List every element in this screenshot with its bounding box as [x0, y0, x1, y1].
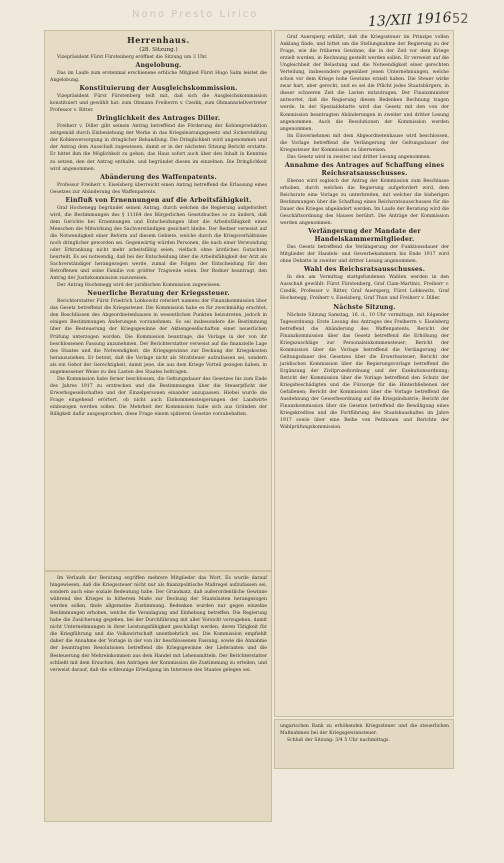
section-heading: Verlängerung der Mandate der Handelskammermitglieder.: [308, 228, 421, 244]
section-heading: Konstituierung der Ausgleichskommission.: [79, 85, 238, 93]
section-paragraph: Graf Hochenegg begründet seinen Antrag, durch welchen die Regierung aufgefordert wird, die Bestimmungen des § 11164 des Bürgerlichen Gesetzbuches so zu ändern, daß dem Gerichte bei Ernennungen und Entscheidungen über die Arbeitsfähigkeit eines Menschen die Mitwirkung des Sachverständigen gesichert bleibe. Der Redner verweist auf die Notwendigkeit einer Reform auf diesem Gebiete, welche durch die Kriegsverhältnisse noch dringlicher geworden sei. Gegenwärtig würden Personen, die nach einer Verwundung oder Erkrankung nicht mehr arbeitsfähig seien, vielfach ohne ärztliches Gutachten beurteilt. Es sei notwendig, daß bei der Entscheidung über die Arbeitsfähigkeit der Arzt als Sachverständiger herangezogen werde, zumal die Folgen der Entscheidung für den Betroffenen und seine Familie von größter Tragweite seien. Der Redner beantragt, den Antrag der Justizkommission zuzuweisen.: [50, 205, 267, 282]
section-paragraph: Professor Freiherr v. Eiselsberg überreicht einen Antrag betreffend die Erlassung eines Gesetzes zur Abänderung des Waffenpatents.: [50, 182, 267, 195]
section-heading: Wahl des Reichsratsausschusses.: [303, 266, 426, 274]
section-paragraph: Das Gesetz wird in zweiter und dritter Lesung angenommen.: [287, 154, 432, 160]
handwritten-date: 13/XII 1916: [367, 9, 453, 31]
faded-stamp: Nono Presto Lirico: [132, 9, 259, 20]
section-heading: Dringlichkeit des Antrages Diller.: [96, 115, 221, 123]
section-heading: Neuerliche Beratung der Kriegssteuer.: [87, 290, 230, 298]
sitting-number: (28. Sitzung.): [139, 47, 178, 53]
section-paragraph: Graf Auersperg erklärt, daß die Kriegssteuer im Prinzipe vollen Anklang finde, und bittet um die Stellungnahme der Regierung zu der Frage, wie die früheren Gewinne, die in der Zeit vor dem Kriege erzielt wurden, in Rechnung gestellt werden sollen. Er verweist auf die Ungleichheit der Belastung und die Notwendigkeit einer gerechten Verteilung, insbesondere gegenüber jenen Unternehmungen, welche schon vor dem Kriege hohe Gewinne erzielt haben. Die Steuer wirke zwar hart, aber gerecht, und es sei die Pflicht jedes Staatsbürgers, in dieser schweren Zeit die Lasten mitzutragen. Der Finanzminister antwortet, daß die Regierung diesen Bedenken Rechnung tragen werde. In der Spezialdebatte wird das Gesetz mit den von der Kommission beantragten Abänderungen in zweiter und dritter Lesung angenommen. Auch die Resolutionen der Kommission werden angenommen.: [280, 35, 449, 132]
section-paragraph: Das im Laufe zum erstenmal erschienene erbliche Mitglied Fürst Hugo Salm leistet die Angelobung.: [50, 71, 267, 84]
clipping-right: [274, 30, 454, 717]
section-paragraph: Vizepräsident Fürst Fürstenberg teilt mit, daß sich die Ausgleichskommission konstituiert und gewählt hat: zum Obmann Freiherrn v. Czedik, zum Obmannstellvertreter Professor v. Ritter.: [50, 94, 267, 114]
section-paragraph: Nächste Sitzung Samstag, 16. d., 10 Uhr vormittags, mit folgender Tagesordnung: Erste Lesung des Antrages des Freiherrn v. Eiselsberg betreffend die Abänderung des Waffenpatents. Bericht der Finanzkommission über das Gesetz betreffend die Erhöhung der Kriegszuschläge zur Personaleinkommensteuer; Bericht der Kommission über die Vorlage betreffend die Verlängerung der Geltungsdauer des Gesetzes über die Erwerbssteuer; Bericht der juridischen Kommission über die Regierungsvorlage betreffend die Ergänzung der Zivilprozeßordnung und der Exekutionsordnung; Bericht der Kommission über die Vorlage betreffend den Schutz der Kriegsbeschädigten und die Fürsorge für die Hinterbliebenen der Gefallenen; Bericht der Kommission über die Vorlage betreffend die Ausdehnung der Gewerbeordnung auf die Kriegsindustrie; Bericht der Finanzkommission über die Gesetze betreffend die Bewilligung eines Kriegskredites und die Fortführung des Staatshaushaltes im Jahre 1917 sowie über eine Reihe von Petitionen und Berichte der Wahlprüfungskommission.: [280, 312, 449, 431]
section-paragraph: Der Antrag Hochenegg wird der juridischen Kommission zugewiesen.: [57, 283, 222, 289]
section-paragraph: Das Gesetz betreffend die Verlängerung der Funktionsdauer der Mitglieder der Handels- und Gewerbekammern bis Ende 1917 wird ohne Debatte in zweiter und dritter Lesung angenommen.: [280, 245, 449, 265]
section-paragraph: Freiherr v. Diller gibt seinem Antrag betreffend die Förderung der Kohlenproduktion zeitgemäß durch Einbeziehung der Werke in das Kriegsleistungsgesetz und Sicherstellung der Kohlenversorgung in dringlicher Behandlung. Die Dringlichkeit wird angenommen und der Antrag dem Ausschuß zugewiesen, damit er in der nächsten Sitzung Bericht erstatte. Er bittet ihm die Möglichkeit zu geben, das Haus sofort auch über den Inhalt in Kenntnis zu setzen, den der Antrag enthalte, und begründet diesen im einzelnen. Die Dringlichkeit wird angenommen.: [50, 124, 267, 172]
section-heading: Angelobung.: [135, 62, 182, 70]
clipping-right-tail: [274, 719, 454, 769]
opening-paragraph: Vizepräsident Fürst Fürstenberg eröffnet die Sitzung um 3 Uhr.: [57, 55, 208, 60]
article-title: Herrenhaus.: [127, 35, 190, 45]
section-paragraph: Im Einvernehmen mit dem Abgeordnetenhause wird beschlossen, die Vorlage betreffend die Verlängerung der Geltungsdauer der Kriegssteuer der Kommission zu überweisen.: [280, 133, 449, 153]
clipping-left-bottom: [44, 571, 272, 822]
section-paragraph: Die Kommission habe ferner beschlossen, die Geltungsdauer des Gesetzes bis zum Ende des Jahres 1917 zu erstrecken und die Bestimmungen über die Steuerpflicht der Erwerbsgesellschaften und der Einzelpersonen einander anzupassen. Hiebei wurde die Frage eingehend erörtert, ob nicht auch Einkommensteigerungen der Landwirte einbezogen werden sollen. Die Mehrheit der Kommission habe sich aus Gründen der Billigkeit dafür ausgesprochen, diese Frage einem späteren Gesetze vorzubehalten.: [50, 376, 267, 418]
tail-column: [280, 723, 449, 744]
archive-number: 52: [452, 12, 469, 27]
closing-line: Schluß der Sitzung: 3/4 5 Uhr nachmittags.: [287, 738, 390, 744]
section-paragraph: Berichterstatter Fürst Friedrich Lobkowitz referiert namens der Finanzkommission über das Gesetz betreffend die Kriegssteuer. Die Kommission habe es für zweckmäßig erachtet, den Beschlüssen des Abgeordnetenhauses in wesentlichen Punkten beizutreten, jedoch in einigen Bestimmungen Änderungen vorzunehmen. So sei insbesondere die Bestimmung über die Besteuerung der Kriegsgewinne der Aktiengesellschaften einer neuerlichen Prüfung unterzogen worden. Die Kommission beantrage, die Vorlage in der von ihr beschlossenen Fassung anzunehmen. Der Berichterstatter verweist auf die finanzielle Lage des Staates und die Notwendigkeit, die Kriegsgewinne zur Deckung der Kriegskosten heranzuziehen. Er betont, daß die Vorlage nicht als Strafsteuer aufzufassen sei, sondern als ein Gebot der Gerechtigkeit, damit jene, die aus dem Kriege Vorteil gezogen haben, in angemessener Weise zu den Lasten des Staates beitragen.: [50, 299, 267, 375]
section-heading: Annahme des Antrages auf Schaffung eines Reichsratsausschusses.: [284, 161, 445, 177]
section-heading: Abänderung des Waffenpatents.: [100, 173, 217, 181]
clipping-left-top: [44, 30, 272, 571]
section-paragraph: ungarischen Bank zu erhöhenden Kriegssteuer und die steuerlichen Maßnahmen bei der Kriegsgewinnsteuer.: [280, 724, 449, 737]
section-paragraph: In den am Vormittag stattgefundenen Wahlen werden in den Ausschuß gewählt: Fürst Fürstenberg, Graf Clam-Martinic, Freiherr v. Czedik, Professor v. Ritter, Graf Auersperg, Fürst Lobkowitz, Graf Hochenegg, Freiherr v. Eiselsberg, Graf Thun und Freiherr v. Diller.: [280, 275, 449, 302]
section-paragraph: Ebenso wird sogleich der Antrag der Kommission zum Beschlusse erhoben, durch welchen die Regierung aufgefordert wird, dem Reichsrate eine Vorlage zu unterbreiten, mit welcher die bisherigen Bestimmungen über die Schaffung eines Reichsratsausschusses für die Dauer des Krieges abgeändert werden. Im Laufe der Beratung wird die Geschäftsordnung des Hauses berührt. Die Anträge der Kommission werden angenommen.: [280, 178, 449, 227]
section-heading: Nächste Sitzung.: [333, 303, 396, 311]
left-column-continued: [50, 575, 267, 674]
section-paragraph: Im Verlaufe der Beratung ergriffen mehrere Mitglieder das Wort. Es wurde darauf hingewiesen, daß die Kriegssteuer nicht nur als finanzpolitische Maßregel aufzufassen sei, sondern auch eine soziale Bedeutung habe. Der Grundsatz, daß außerordentliche Gewinne während des Krieges in höherem Maße zur Deckung der Staatslasten herangezogen werden sollen, finde allgemeine Zustimmung. Bedenken wurden nur gegen einzelne Bestimmungen erhoben, welche die Veranlagung und Einhebung betreffen. Die Regierung habe die Zusicherung gegeben, bei der Durchführung mit aller Vorsicht vorzugehen, damit nicht Unternehmungen in ihrer Leistungsfähigkeit geschädigt werden, deren Tätigkeit für die Kriegführung und die Volkswirtschaft unentbehrlich sei. Die Kommission empfiehlt daher die Annahme der Vorlage in der von ihr beschlossenen Fassung, sowie die Annahme der beantragten Resolutionen betreffend die Kriegsgewinne der Lieferanten und die Besteuerung der Mehreinkommen aus dem Handel mit Lebensmitteln. Der Berichterstatter schließt mit dem Ersuchen, den Anträgen der Kommission die Zustimmung zu erteilen, und verweist darauf, daß die schleunige Erledigung im Interesse des Staates gelegen sei.: [50, 576, 267, 673]
section-heading: Einfluß von Ernennungen auf die Arbeitsfähigkeit.: [65, 196, 252, 204]
right-column: [280, 34, 449, 431]
left-column: [50, 34, 267, 418]
